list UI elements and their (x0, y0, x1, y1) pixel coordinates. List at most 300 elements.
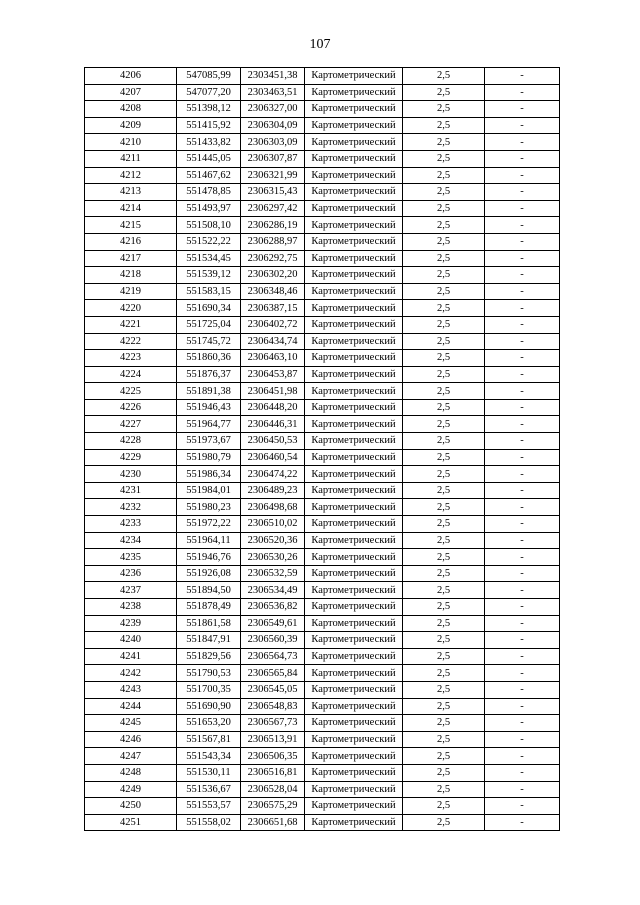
table-row (85, 582, 560, 599)
table-row (85, 101, 560, 118)
y-coordinate-cell: 2306548,83 (241, 698, 305, 715)
method-cell: Картометрический (305, 715, 403, 732)
method-cell: Картометрический (305, 781, 403, 798)
x-coordinate-cell: 551522,22 (177, 233, 241, 250)
table-row (85, 814, 560, 831)
description-cell: - (485, 283, 560, 300)
precision-cell: 2,5 (403, 134, 485, 151)
y-coordinate-cell: 2306402,72 (241, 316, 305, 333)
table-row (85, 648, 560, 665)
table-row (85, 748, 560, 765)
precision-cell: 2,5 (403, 300, 485, 317)
x-coordinate-cell: 551860,36 (177, 350, 241, 367)
y-coordinate-cell: 2306575,29 (241, 798, 305, 815)
y-coordinate-cell: 2306549,61 (241, 615, 305, 632)
point-number-cell: 4206 (85, 68, 177, 85)
point-number-cell: 4232 (85, 499, 177, 516)
precision-cell: 2,5 (403, 814, 485, 831)
precision-cell: 2,5 (403, 333, 485, 350)
x-coordinate-cell: 551926,08 (177, 565, 241, 582)
table-row (85, 150, 560, 167)
method-cell: Картометрический (305, 665, 403, 682)
point-number-cell: 4245 (85, 715, 177, 732)
description-cell: - (485, 565, 560, 582)
description-cell: - (485, 350, 560, 367)
description-cell: - (485, 466, 560, 483)
description-cell: - (485, 167, 560, 184)
precision-cell: 2,5 (403, 632, 485, 649)
point-number-cell: 4247 (85, 748, 177, 765)
precision-cell: 2,5 (403, 499, 485, 516)
y-coordinate-cell: 2306565,84 (241, 665, 305, 682)
y-coordinate-cell: 2306560,39 (241, 632, 305, 649)
y-coordinate-cell: 2306510,02 (241, 516, 305, 533)
y-coordinate-cell: 2306304,09 (241, 117, 305, 134)
point-number-cell: 4237 (85, 582, 177, 599)
x-coordinate-cell: 551984,01 (177, 482, 241, 499)
precision-cell: 2,5 (403, 217, 485, 234)
x-coordinate-cell: 551725,04 (177, 316, 241, 333)
method-cell: Картометрический (305, 101, 403, 118)
table-row (85, 565, 560, 582)
x-coordinate-cell: 551964,11 (177, 532, 241, 549)
method-cell: Картометрический (305, 200, 403, 217)
precision-cell: 2,5 (403, 648, 485, 665)
point-number-cell: 4214 (85, 200, 177, 217)
coordinates-table (84, 67, 560, 831)
method-cell: Картометрический (305, 798, 403, 815)
method-cell: Картометрический (305, 233, 403, 250)
description-cell: - (485, 482, 560, 499)
table-row (85, 316, 560, 333)
description-cell: - (485, 648, 560, 665)
method-cell: Картометрический (305, 698, 403, 715)
x-coordinate-cell: 551553,57 (177, 798, 241, 815)
table-row (85, 798, 560, 815)
table-row (85, 399, 560, 416)
y-coordinate-cell: 2306520,36 (241, 532, 305, 549)
description-cell: - (485, 84, 560, 101)
point-number-cell: 4221 (85, 316, 177, 333)
y-coordinate-cell: 2306288,97 (241, 233, 305, 250)
x-coordinate-cell: 551861,58 (177, 615, 241, 632)
description-cell: - (485, 416, 560, 433)
point-number-cell: 4219 (85, 283, 177, 300)
point-number-cell: 4233 (85, 516, 177, 533)
precision-cell: 2,5 (403, 383, 485, 400)
method-cell: Картометрический (305, 366, 403, 383)
precision-cell: 2,5 (403, 399, 485, 416)
x-coordinate-cell: 551700,35 (177, 681, 241, 698)
point-number-cell: 4226 (85, 399, 177, 416)
precision-cell: 2,5 (403, 233, 485, 250)
x-coordinate-cell: 551467,62 (177, 167, 241, 184)
point-number-cell: 4235 (85, 549, 177, 566)
method-cell: Картометрический (305, 267, 403, 284)
description-cell: - (485, 814, 560, 831)
x-coordinate-cell: 551946,76 (177, 549, 241, 566)
point-number-cell: 4224 (85, 366, 177, 383)
point-number-cell: 4236 (85, 565, 177, 582)
x-coordinate-cell: 551690,34 (177, 300, 241, 317)
x-coordinate-cell: 551415,92 (177, 117, 241, 134)
table-row (85, 68, 560, 85)
y-coordinate-cell: 2306446,31 (241, 416, 305, 433)
method-cell: Картометрический (305, 482, 403, 499)
table-row (85, 632, 560, 649)
y-coordinate-cell: 2306567,73 (241, 715, 305, 732)
table-row (85, 516, 560, 533)
y-coordinate-cell: 2303451,38 (241, 68, 305, 85)
method-cell: Картометрический (305, 731, 403, 748)
description-cell: - (485, 101, 560, 118)
x-coordinate-cell: 551986,34 (177, 466, 241, 483)
precision-cell: 2,5 (403, 350, 485, 367)
y-coordinate-cell: 2306450,53 (241, 433, 305, 450)
precision-cell: 2,5 (403, 316, 485, 333)
description-cell: - (485, 549, 560, 566)
method-cell: Картометрический (305, 68, 403, 85)
y-coordinate-cell: 2306348,46 (241, 283, 305, 300)
table-row (85, 333, 560, 350)
point-number-cell: 4229 (85, 449, 177, 466)
table-row (85, 267, 560, 284)
method-cell: Картометрический (305, 184, 403, 201)
x-coordinate-cell: 551536,67 (177, 781, 241, 798)
table-row (85, 433, 560, 450)
x-coordinate-cell: 551973,67 (177, 433, 241, 450)
x-coordinate-cell: 551876,37 (177, 366, 241, 383)
x-coordinate-cell: 551980,79 (177, 449, 241, 466)
method-cell: Картометрический (305, 84, 403, 101)
point-number-cell: 4216 (85, 233, 177, 250)
description-cell: - (485, 217, 560, 234)
point-number-cell: 4209 (85, 117, 177, 134)
point-number-cell: 4222 (85, 333, 177, 350)
method-cell: Картометрический (305, 134, 403, 151)
point-number-cell: 4228 (85, 433, 177, 450)
y-coordinate-cell: 2306564,73 (241, 648, 305, 665)
description-cell: - (485, 499, 560, 516)
x-coordinate-cell: 551964,77 (177, 416, 241, 433)
description-cell: - (485, 383, 560, 400)
x-coordinate-cell: 551829,56 (177, 648, 241, 665)
description-cell: - (485, 665, 560, 682)
description-cell: - (485, 366, 560, 383)
y-coordinate-cell: 2306451,98 (241, 383, 305, 400)
point-number-cell: 4210 (85, 134, 177, 151)
coordinates-table-body (85, 68, 560, 831)
method-cell: Картометрический (305, 416, 403, 433)
table-row (85, 350, 560, 367)
table-row (85, 84, 560, 101)
method-cell: Картометрический (305, 433, 403, 450)
table-row (85, 200, 560, 217)
y-coordinate-cell: 2306489,23 (241, 482, 305, 499)
point-number-cell: 4208 (85, 101, 177, 118)
y-coordinate-cell: 2306315,43 (241, 184, 305, 201)
precision-cell: 2,5 (403, 731, 485, 748)
method-cell: Картометрический (305, 615, 403, 632)
description-cell: - (485, 399, 560, 416)
point-number-cell: 4242 (85, 665, 177, 682)
y-coordinate-cell: 2306307,87 (241, 150, 305, 167)
description-cell: - (485, 200, 560, 217)
point-number-cell: 4241 (85, 648, 177, 665)
description-cell: - (485, 184, 560, 201)
description-cell: - (485, 798, 560, 815)
table-row (85, 499, 560, 516)
y-coordinate-cell: 2306536,82 (241, 599, 305, 616)
description-cell: - (485, 250, 560, 267)
x-coordinate-cell: 551530,11 (177, 764, 241, 781)
x-coordinate-cell: 551653,20 (177, 715, 241, 732)
point-number-cell: 4220 (85, 300, 177, 317)
method-cell: Картометрический (305, 383, 403, 400)
point-number-cell: 4251 (85, 814, 177, 831)
description-cell: - (485, 731, 560, 748)
point-number-cell: 4238 (85, 599, 177, 616)
precision-cell: 2,5 (403, 764, 485, 781)
description-cell: - (485, 532, 560, 549)
x-coordinate-cell: 551433,82 (177, 134, 241, 151)
x-coordinate-cell: 551980,23 (177, 499, 241, 516)
precision-cell: 2,5 (403, 449, 485, 466)
y-coordinate-cell: 2306534,49 (241, 582, 305, 599)
table-row (85, 715, 560, 732)
method-cell: Картометрический (305, 333, 403, 350)
table-row (85, 599, 560, 616)
precision-cell: 2,5 (403, 167, 485, 184)
x-coordinate-cell: 551891,38 (177, 383, 241, 400)
description-cell: - (485, 134, 560, 151)
precision-cell: 2,5 (403, 549, 485, 566)
y-coordinate-cell: 2306387,15 (241, 300, 305, 317)
point-number-cell: 4246 (85, 731, 177, 748)
point-number-cell: 4244 (85, 698, 177, 715)
method-cell: Картометрический (305, 350, 403, 367)
precision-cell: 2,5 (403, 715, 485, 732)
x-coordinate-cell: 551790,53 (177, 665, 241, 682)
table-row (85, 134, 560, 151)
method-cell: Картометрический (305, 167, 403, 184)
description-cell: - (485, 150, 560, 167)
table-row (85, 366, 560, 383)
point-number-cell: 4248 (85, 764, 177, 781)
y-coordinate-cell: 2306463,10 (241, 350, 305, 367)
description-cell: - (485, 681, 560, 698)
description-cell: - (485, 764, 560, 781)
x-coordinate-cell: 547077,20 (177, 84, 241, 101)
precision-cell: 2,5 (403, 250, 485, 267)
method-cell: Картометрический (305, 300, 403, 317)
x-coordinate-cell: 551894,50 (177, 582, 241, 599)
description-cell: - (485, 449, 560, 466)
method-cell: Картометрический (305, 549, 403, 566)
method-cell: Картометрический (305, 150, 403, 167)
y-coordinate-cell: 2303463,51 (241, 84, 305, 101)
table-row (85, 300, 560, 317)
y-coordinate-cell: 2306651,68 (241, 814, 305, 831)
y-coordinate-cell: 2306528,04 (241, 781, 305, 798)
description-cell: - (485, 632, 560, 649)
precision-cell: 2,5 (403, 433, 485, 450)
description-cell: - (485, 117, 560, 134)
point-number-cell: 4218 (85, 267, 177, 284)
precision-cell: 2,5 (403, 615, 485, 632)
point-number-cell: 4240 (85, 632, 177, 649)
precision-cell: 2,5 (403, 582, 485, 599)
y-coordinate-cell: 2306545,05 (241, 681, 305, 698)
y-coordinate-cell: 2306513,91 (241, 731, 305, 748)
point-number-cell: 4211 (85, 150, 177, 167)
point-number-cell: 4213 (85, 184, 177, 201)
x-coordinate-cell: 551745,72 (177, 333, 241, 350)
x-coordinate-cell: 551878,49 (177, 599, 241, 616)
precision-cell: 2,5 (403, 366, 485, 383)
table-row (85, 117, 560, 134)
precision-cell: 2,5 (403, 200, 485, 217)
point-number-cell: 4227 (85, 416, 177, 433)
description-cell: - (485, 698, 560, 715)
point-number-cell: 4243 (85, 681, 177, 698)
precision-cell: 2,5 (403, 532, 485, 549)
y-coordinate-cell: 2306303,09 (241, 134, 305, 151)
method-cell: Картометрический (305, 632, 403, 649)
y-coordinate-cell: 2306327,00 (241, 101, 305, 118)
precision-cell: 2,5 (403, 101, 485, 118)
y-coordinate-cell: 2306506,35 (241, 748, 305, 765)
description-cell: - (485, 599, 560, 616)
method-cell: Картометрический (305, 399, 403, 416)
description-cell: - (485, 333, 560, 350)
description-cell: - (485, 715, 560, 732)
method-cell: Картометрический (305, 217, 403, 234)
method-cell: Картометрический (305, 764, 403, 781)
y-coordinate-cell: 2306321,99 (241, 167, 305, 184)
table-row (85, 416, 560, 433)
point-number-cell: 4231 (85, 482, 177, 499)
x-coordinate-cell: 551534,45 (177, 250, 241, 267)
method-cell: Картометрический (305, 748, 403, 765)
method-cell: Картометрический (305, 599, 403, 616)
description-cell: - (485, 300, 560, 317)
method-cell: Картометрический (305, 466, 403, 483)
x-coordinate-cell: 551972,22 (177, 516, 241, 533)
method-cell: Картометрический (305, 648, 403, 665)
description-cell: - (485, 68, 560, 85)
table-row (85, 532, 560, 549)
precision-cell: 2,5 (403, 283, 485, 300)
point-number-cell: 4223 (85, 350, 177, 367)
table-row (85, 698, 560, 715)
precision-cell: 2,5 (403, 516, 485, 533)
method-cell: Картометрический (305, 316, 403, 333)
table-row (85, 665, 560, 682)
x-coordinate-cell: 551558,02 (177, 814, 241, 831)
table-row (85, 549, 560, 566)
precision-cell: 2,5 (403, 781, 485, 798)
x-coordinate-cell: 547085,99 (177, 68, 241, 85)
method-cell: Картометрический (305, 582, 403, 599)
precision-cell: 2,5 (403, 748, 485, 765)
y-coordinate-cell: 2306460,54 (241, 449, 305, 466)
precision-cell: 2,5 (403, 416, 485, 433)
table-row (85, 482, 560, 499)
y-coordinate-cell: 2306292,75 (241, 250, 305, 267)
method-cell: Картометрический (305, 117, 403, 134)
precision-cell: 2,5 (403, 267, 485, 284)
description-cell: - (485, 582, 560, 599)
y-coordinate-cell: 2306516,81 (241, 764, 305, 781)
table-row (85, 250, 560, 267)
method-cell: Картометрический (305, 250, 403, 267)
precision-cell: 2,5 (403, 466, 485, 483)
y-coordinate-cell: 2306448,20 (241, 399, 305, 416)
precision-cell: 2,5 (403, 798, 485, 815)
point-number-cell: 4225 (85, 383, 177, 400)
y-coordinate-cell: 2306474,22 (241, 466, 305, 483)
table-row (85, 167, 560, 184)
x-coordinate-cell: 551478,85 (177, 184, 241, 201)
method-cell: Картометрический (305, 499, 403, 516)
x-coordinate-cell: 551567,81 (177, 731, 241, 748)
y-coordinate-cell: 2306297,42 (241, 200, 305, 217)
description-cell: - (485, 615, 560, 632)
table-row (85, 449, 560, 466)
y-coordinate-cell: 2306453,87 (241, 366, 305, 383)
x-coordinate-cell: 551690,90 (177, 698, 241, 715)
method-cell: Картометрический (305, 814, 403, 831)
description-cell: - (485, 316, 560, 333)
x-coordinate-cell: 551445,05 (177, 150, 241, 167)
precision-cell: 2,5 (403, 68, 485, 85)
description-cell: - (485, 233, 560, 250)
x-coordinate-cell: 551543,34 (177, 748, 241, 765)
x-coordinate-cell: 551508,10 (177, 217, 241, 234)
table-row (85, 781, 560, 798)
point-number-cell: 4212 (85, 167, 177, 184)
table-row (85, 681, 560, 698)
description-cell: - (485, 433, 560, 450)
y-coordinate-cell: 2306302,20 (241, 267, 305, 284)
table-row (85, 233, 560, 250)
method-cell: Картометрический (305, 449, 403, 466)
x-coordinate-cell: 551493,97 (177, 200, 241, 217)
point-number-cell: 4239 (85, 615, 177, 632)
method-cell: Картометрический (305, 565, 403, 582)
table-row (85, 615, 560, 632)
table-row (85, 764, 560, 781)
x-coordinate-cell: 551583,15 (177, 283, 241, 300)
y-coordinate-cell: 2306530,26 (241, 549, 305, 566)
x-coordinate-cell: 551946,43 (177, 399, 241, 416)
method-cell: Картометрический (305, 532, 403, 549)
method-cell: Картометрический (305, 681, 403, 698)
precision-cell: 2,5 (403, 565, 485, 582)
description-cell: - (485, 781, 560, 798)
point-number-cell: 4217 (85, 250, 177, 267)
precision-cell: 2,5 (403, 482, 485, 499)
precision-cell: 2,5 (403, 681, 485, 698)
y-coordinate-cell: 2306532,59 (241, 565, 305, 582)
y-coordinate-cell: 2306434,74 (241, 333, 305, 350)
description-cell: - (485, 516, 560, 533)
precision-cell: 2,5 (403, 665, 485, 682)
point-number-cell: 4249 (85, 781, 177, 798)
x-coordinate-cell: 551539,12 (177, 267, 241, 284)
point-number-cell: 4234 (85, 532, 177, 549)
